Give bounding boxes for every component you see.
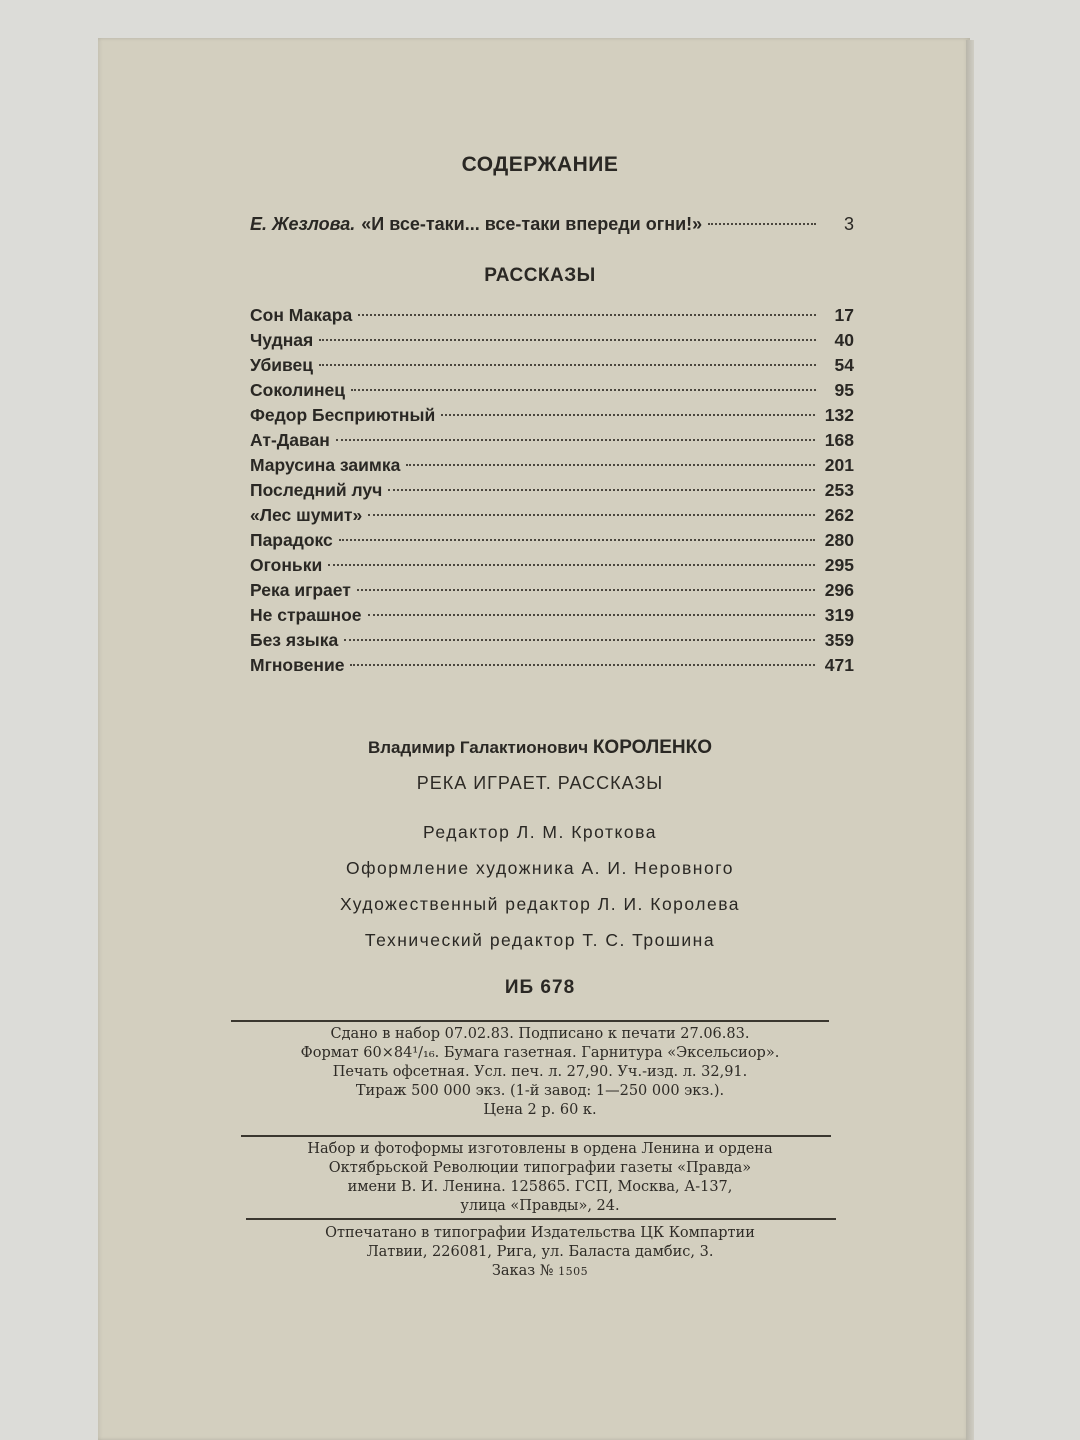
toc-row-page: 471 bbox=[824, 655, 854, 675]
leader-dots bbox=[358, 314, 816, 316]
intro-title: «И все-таки... все-таки впереди огни!» bbox=[361, 214, 703, 234]
toc-row bbox=[250, 355, 854, 379]
toc-row-page: 132 bbox=[824, 405, 854, 425]
typesetting-line: имени В. И. Ленина. 125865. ГСП, Москва, А-137, bbox=[347, 1179, 733, 1195]
toc-row-page: 201 bbox=[824, 455, 854, 475]
leader-dots bbox=[328, 564, 815, 566]
toc-row-page: 40 bbox=[834, 330, 854, 350]
toc-row-title: Последний луч bbox=[250, 480, 383, 500]
toc-row-title: Ат-Даван bbox=[250, 430, 330, 450]
toc-row-title: Река играет bbox=[250, 580, 351, 600]
price-line: Цена 2 р. 60 к. bbox=[483, 1102, 597, 1118]
divider-rule bbox=[231, 1020, 829, 1022]
toc-row-page: 280 bbox=[824, 530, 854, 550]
toc-row-page: 253 bbox=[824, 480, 854, 500]
toc-row bbox=[250, 555, 854, 579]
typesetting-line: Набор и фотоформы изготовлены в ордена Ленина и ордена bbox=[307, 1141, 773, 1157]
order-number bbox=[0, 1262, 1080, 1281]
toc-row bbox=[250, 505, 854, 529]
toc-row bbox=[250, 630, 854, 654]
toc-row bbox=[250, 455, 854, 479]
leader-dots bbox=[388, 489, 815, 491]
toc-row-page: 54 bbox=[834, 355, 854, 375]
order-value: 1505 bbox=[558, 1265, 589, 1278]
toc-row-title: Сон Макара bbox=[250, 305, 353, 325]
toc-row bbox=[250, 430, 854, 454]
toc-row bbox=[250, 580, 854, 604]
author-line bbox=[0, 737, 1080, 759]
typesetting-info bbox=[0, 1140, 1080, 1216]
toc-row-title: Марусина заимка bbox=[250, 455, 401, 475]
toc-row bbox=[250, 605, 854, 629]
printed-by-line: Латвии, 226081, Рига, ул. Баласта дамбис, 3. bbox=[366, 1244, 714, 1260]
section-heading: РАССКАЗЫ bbox=[484, 265, 596, 286]
toc-row bbox=[250, 530, 854, 554]
print-details-line: Сдано в набор 07.02.83. Подписано к печати 27.06.83. bbox=[330, 1026, 750, 1042]
toc-row-title: Чудная bbox=[250, 330, 314, 350]
leader-dots bbox=[357, 589, 815, 591]
toc-row-page: 319 bbox=[824, 605, 854, 625]
leader-dots bbox=[344, 639, 815, 641]
toc-row-page: 296 bbox=[824, 580, 854, 600]
print-details-line: Тираж 500 000 экз. (1-й завод: 1—250 000 экз.). bbox=[355, 1083, 725, 1099]
toc-row-title: Федор Бесприютный bbox=[250, 405, 436, 425]
book-title: РЕКА ИГРАЕТ. РАССКАЗЫ bbox=[416, 773, 664, 793]
toc-row-page: 359 bbox=[824, 630, 854, 650]
print-details-line: Печать офсетная. Усл. печ. л. 27,90. Уч.-изд. л. 32,91. bbox=[332, 1064, 748, 1080]
toc-row-title: Парадокс bbox=[250, 530, 333, 550]
typesetting-line: улица «Правды», 24. bbox=[460, 1198, 620, 1214]
leader-dots bbox=[319, 364, 816, 366]
leader-dots bbox=[339, 539, 815, 541]
order-label: Заказ № bbox=[491, 1263, 554, 1279]
toc-row-page: 168 bbox=[824, 430, 854, 450]
toc-row bbox=[250, 330, 854, 354]
leader-dots bbox=[368, 514, 815, 516]
toc-row-page: 295 bbox=[824, 555, 854, 575]
toc-row-title: Без языка bbox=[250, 630, 339, 650]
toc-row-title: Огоньки bbox=[250, 555, 323, 575]
leader-dots bbox=[350, 664, 814, 666]
leader-dots bbox=[336, 439, 815, 441]
typesetting-line: Октябрьской Революции типографии газеты «Правда» bbox=[328, 1160, 752, 1176]
toc-row-title: Не страшное bbox=[250, 605, 362, 625]
author-surname: КОРОЛЕНКО bbox=[592, 737, 713, 758]
author-names: Владимир Галактионович bbox=[367, 738, 589, 757]
ib-number: ИБ 678 bbox=[504, 977, 576, 998]
toc-row bbox=[250, 480, 854, 504]
toc-row bbox=[250, 655, 854, 679]
toc-row bbox=[250, 380, 854, 404]
divider-rule bbox=[246, 1218, 836, 1220]
toc-row-title: «Лес шумит» bbox=[250, 505, 363, 525]
toc-row bbox=[250, 405, 854, 429]
print-details bbox=[0, 1025, 1080, 1120]
divider-rule bbox=[241, 1135, 831, 1137]
leader-dots bbox=[406, 464, 814, 466]
toc-row-page: 17 bbox=[834, 305, 854, 325]
toc-row-title: Убивец bbox=[250, 355, 314, 375]
toc-intro-row bbox=[250, 214, 854, 238]
toc-row-page: 262 bbox=[824, 505, 854, 525]
printed-by-line: Отпечатано в типографии Издательства ЦК Компартии bbox=[325, 1225, 755, 1241]
toc-row-page: 95 bbox=[834, 380, 854, 400]
leader-dots bbox=[351, 389, 816, 391]
printed-by-info bbox=[0, 1224, 1080, 1281]
intro-author: Е. Жезлова. bbox=[250, 214, 356, 234]
leader-dots bbox=[441, 414, 815, 416]
leader-dots bbox=[708, 223, 816, 225]
print-details-line: Формат 60×84¹/₁₆. Бумага газетная. Гарнитура «Эксельсиор». bbox=[300, 1045, 780, 1061]
toc-heading: СОДЕРЖАНИЕ bbox=[461, 153, 619, 176]
intro-page: 3 bbox=[843, 214, 854, 234]
credit-editor: Редактор Л. М. Кроткова bbox=[423, 822, 657, 842]
credit-tech-editor: Технический редактор Т. С. Трошина bbox=[364, 930, 716, 950]
credit-art-editor: Художественный редактор Л. И. Королева bbox=[339, 894, 741, 914]
credit-design: Оформление художника А. И. Неровного bbox=[346, 858, 734, 878]
toc-row bbox=[250, 305, 854, 329]
toc-row-title: Соколинец bbox=[250, 380, 346, 400]
leader-dots bbox=[319, 339, 816, 341]
toc-row-title: Мгновение bbox=[250, 655, 345, 675]
leader-dots bbox=[368, 614, 815, 616]
